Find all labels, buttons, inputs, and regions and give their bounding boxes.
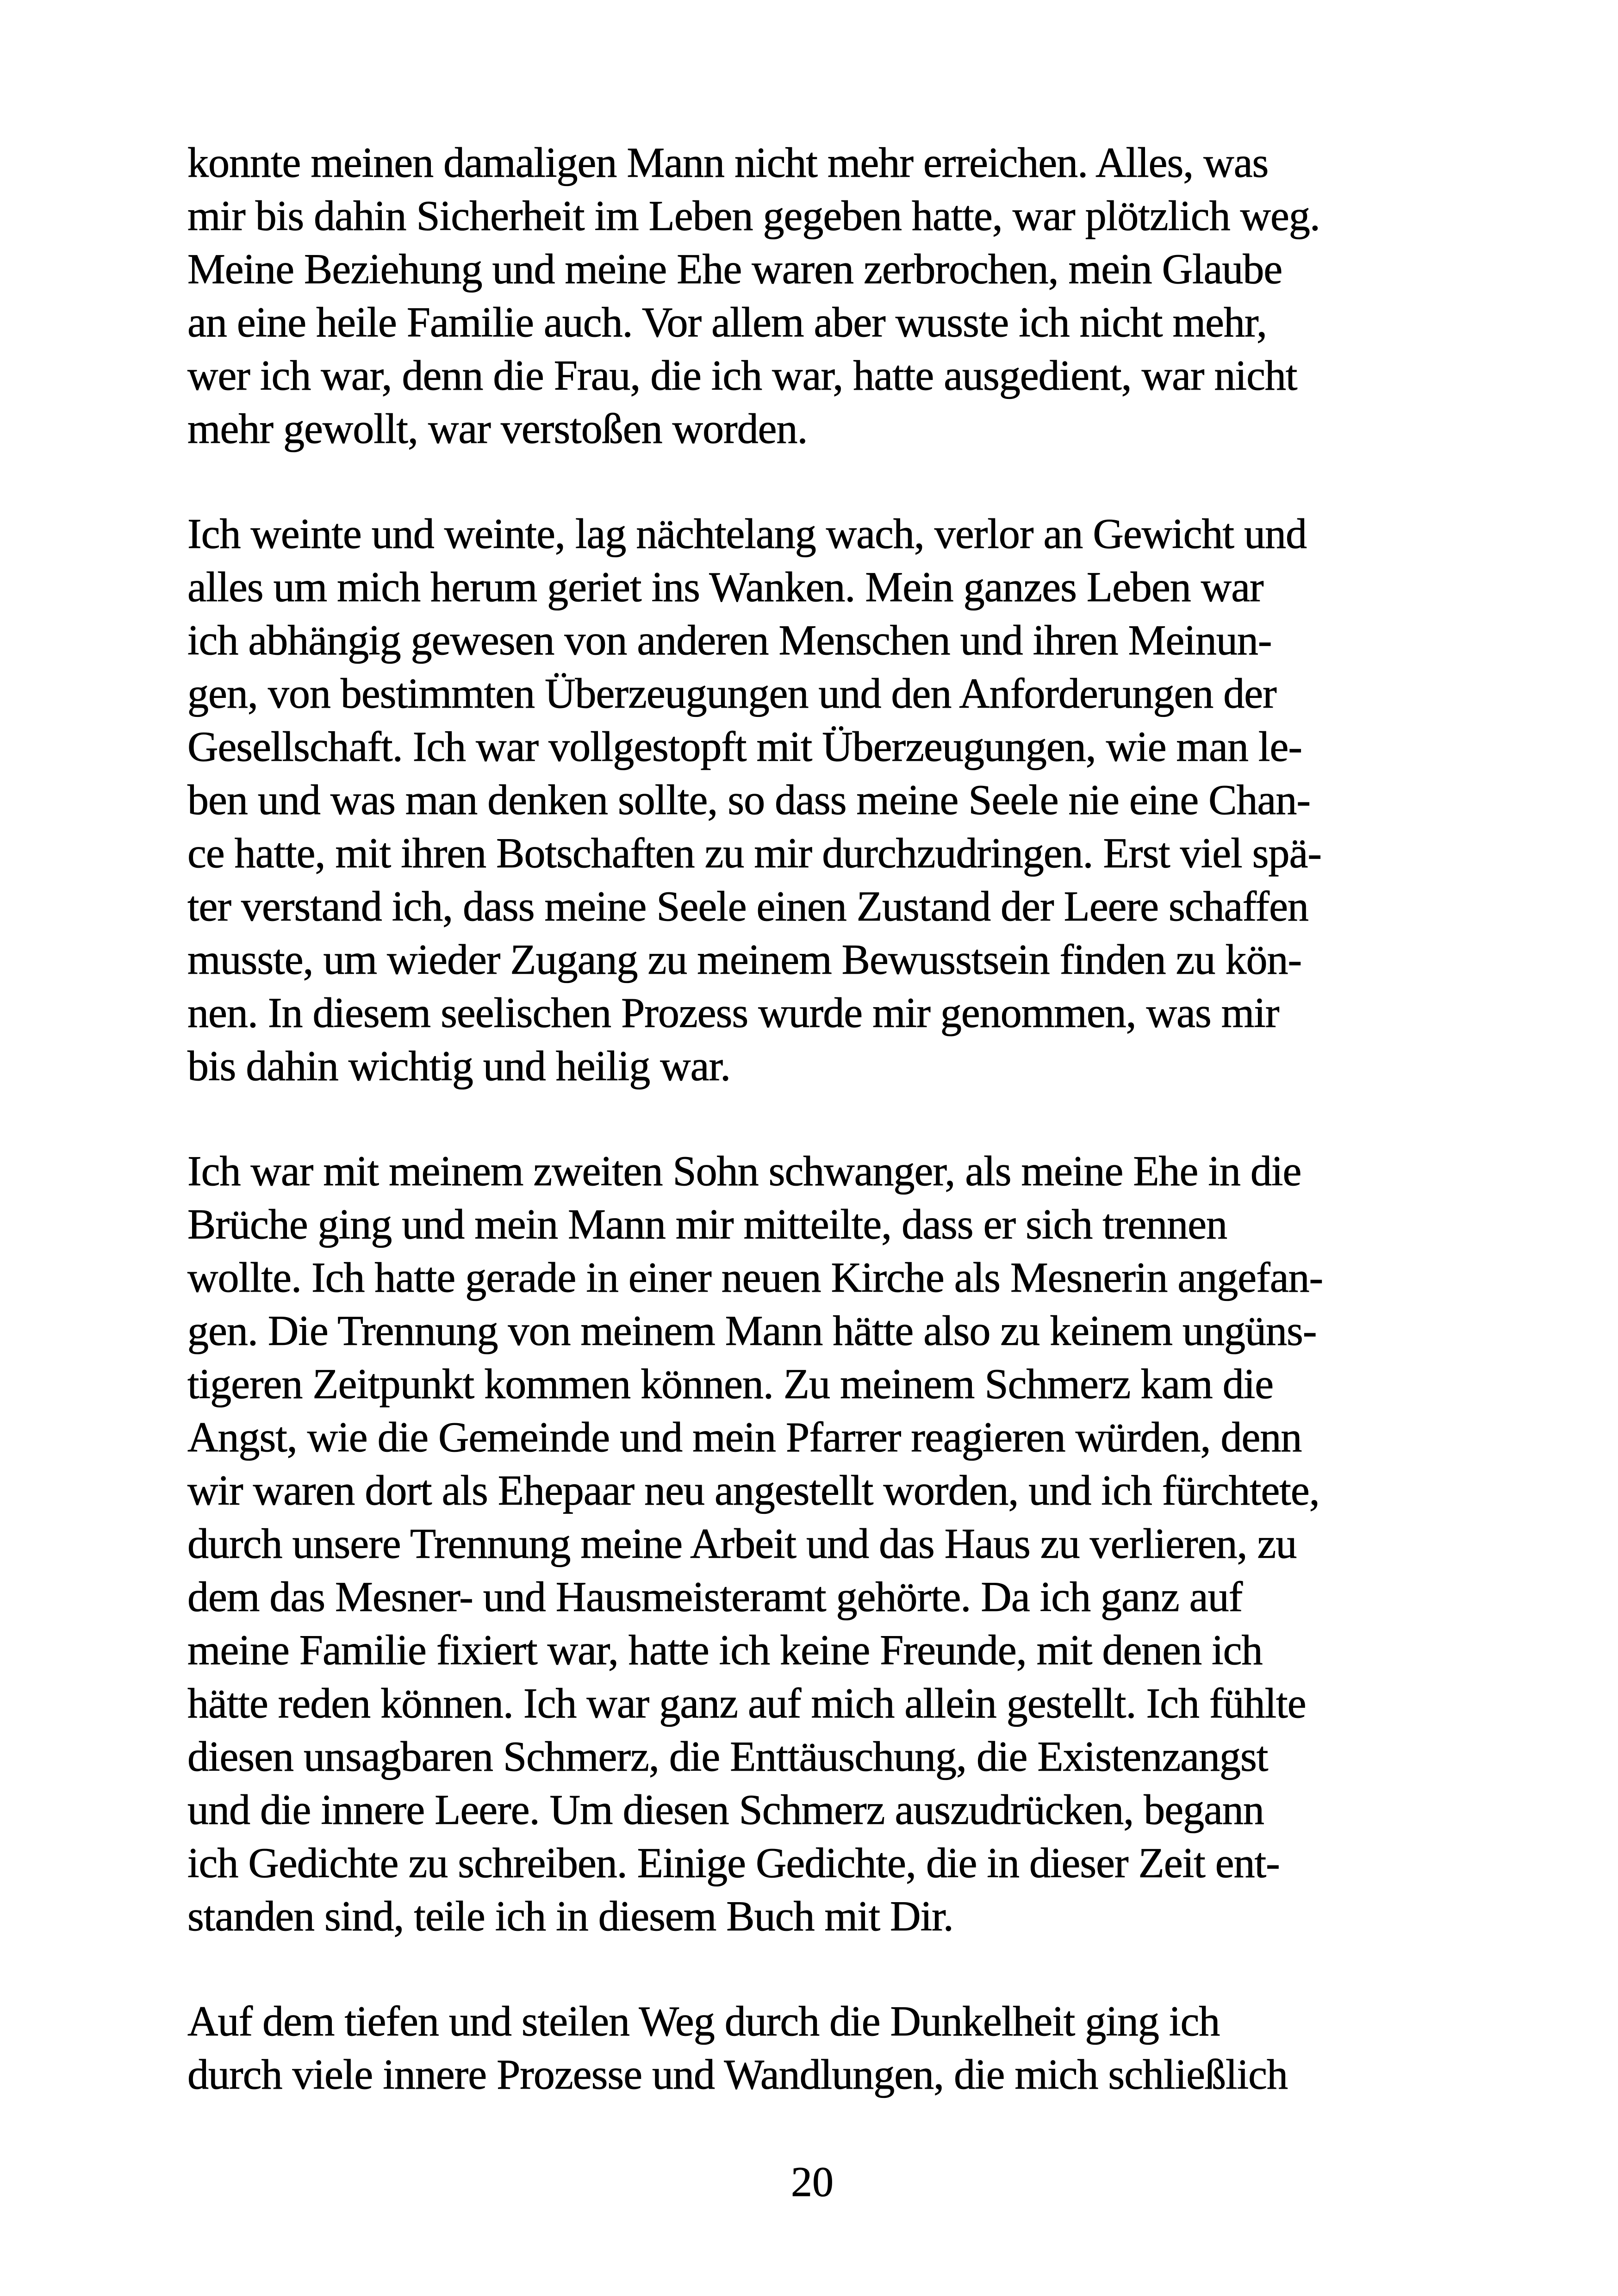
text-line: an eine heile Familie auch. Vor allem aber wusste ich nicht mehr, (187, 299, 1267, 346)
paragraph (187, 507, 1437, 1093)
text-line: Meine Beziehung und meine Ehe waren zerbrochen, mein Glaube (187, 245, 1282, 292)
text-line: wir waren dort als Ehepaar neu angestellt worden, und ich fürchtete, (187, 1467, 1319, 1514)
text-line: gen. Die Trennung von meinem Mann hätte also zu keinem ungüns- (187, 1307, 1317, 1354)
page-number: 20 (791, 2158, 834, 2205)
text-line: wollte. Ich hatte gerade in einer neuen Kirche als Mesnerin angefan- (187, 1254, 1323, 1301)
text-line: dem das Mesner- und Hausmeisteramt gehörte. Da ich ganz auf (187, 1573, 1243, 1620)
text-line: Ich weinte und weinte, lag nächtelang wach, verlor an Gewicht und (187, 510, 1307, 557)
text-line: ich abhängig gewesen von anderen Menschen und ihren Meinun- (187, 616, 1272, 664)
text-line: Ich war mit meinem zweiten Sohn schwanger, als meine Ehe in die (187, 1147, 1301, 1195)
text-line: durch viele innere Prozesse und Wandlungen, die mich schließlich (187, 2051, 1288, 2098)
text-line: diesen unsagbaren Schmerz, die Enttäuschung, die Existenzangst (187, 1733, 1268, 1780)
page-text (187, 136, 1437, 2101)
text-line: tigeren Zeitpunkt kommen können. Zu meinem Schmerz kam die (187, 1360, 1274, 1407)
text-line: nen. In diesem seelischen Prozess wurde mir genommen, was mir (187, 989, 1279, 1036)
text-line: gen, von bestimmten Überzeugungen und den Anforderungen der (187, 670, 1276, 717)
text-line: hätte reden können. Ich war ganz auf mich allein gestellt. Ich fühlte (187, 1680, 1306, 1727)
text-line: Gesellschaft. Ich war vollgestopft mit Überzeugungen, wie man le- (187, 723, 1302, 770)
text-line: durch unsere Trennung meine Arbeit und das Haus zu verlieren, zu (187, 1520, 1297, 1567)
paragraph (187, 1145, 1437, 1943)
text-line: mir bis dahin Sicherheit im Leben gegeben hatte, war plötzlich weg. (187, 192, 1320, 239)
paragraph (187, 136, 1437, 455)
text-line: Angst, wie die Gemeinde und mein Pfarrer reagieren würden, denn (187, 1413, 1302, 1461)
text-line: standen sind, teile ich in diesem Buch mit Dir. (187, 1892, 953, 1940)
text-line: Auf dem tiefen und steilen Weg durch die Dunkelheit ging ich (187, 1997, 1220, 2045)
text-line: musste, um wieder Zugang zu meinem Bewusstsein finden zu kön- (187, 936, 1302, 983)
text-line: mehr gewollt, war verstoßen worden. (187, 405, 808, 452)
text-line: ich Gedichte zu schreiben. Einige Gedichte, die in dieser Zeit ent- (187, 1839, 1280, 1886)
text-line: ter verstand ich, dass meine Seele einen Zustand der Leere schaffen (187, 883, 1308, 930)
paragraph (187, 1995, 1437, 2101)
text-line: alles um mich herum geriet ins Wanken. Mein ganzes Leben war (187, 563, 1263, 610)
text-line: ce hatte, mit ihren Botschaften zu mir durchzudringen. Erst viel spä- (187, 829, 1321, 877)
text-line: bis dahin wichtig und heilig war. (187, 1042, 731, 1089)
text-line: und die innere Leere. Um diesen Schmerz auszudrücken, begann (187, 1786, 1264, 1833)
text-line: wer ich war, denn die Frau, die ich war, hatte ausgedient, war nicht (187, 352, 1297, 399)
text-line: konnte meinen damaligen Mann nicht mehr erreichen. Alles, was (187, 139, 1269, 186)
text-line: meine Familie fixiert war, hatte ich keine Freunde, mit denen ich (187, 1626, 1263, 1674)
text-line: ben und was man denken sollte, so dass meine Seele nie eine Chan- (187, 776, 1311, 823)
text-line: Brüche ging und mein Mann mir mitteilte, dass er sich trennen (187, 1201, 1227, 1248)
